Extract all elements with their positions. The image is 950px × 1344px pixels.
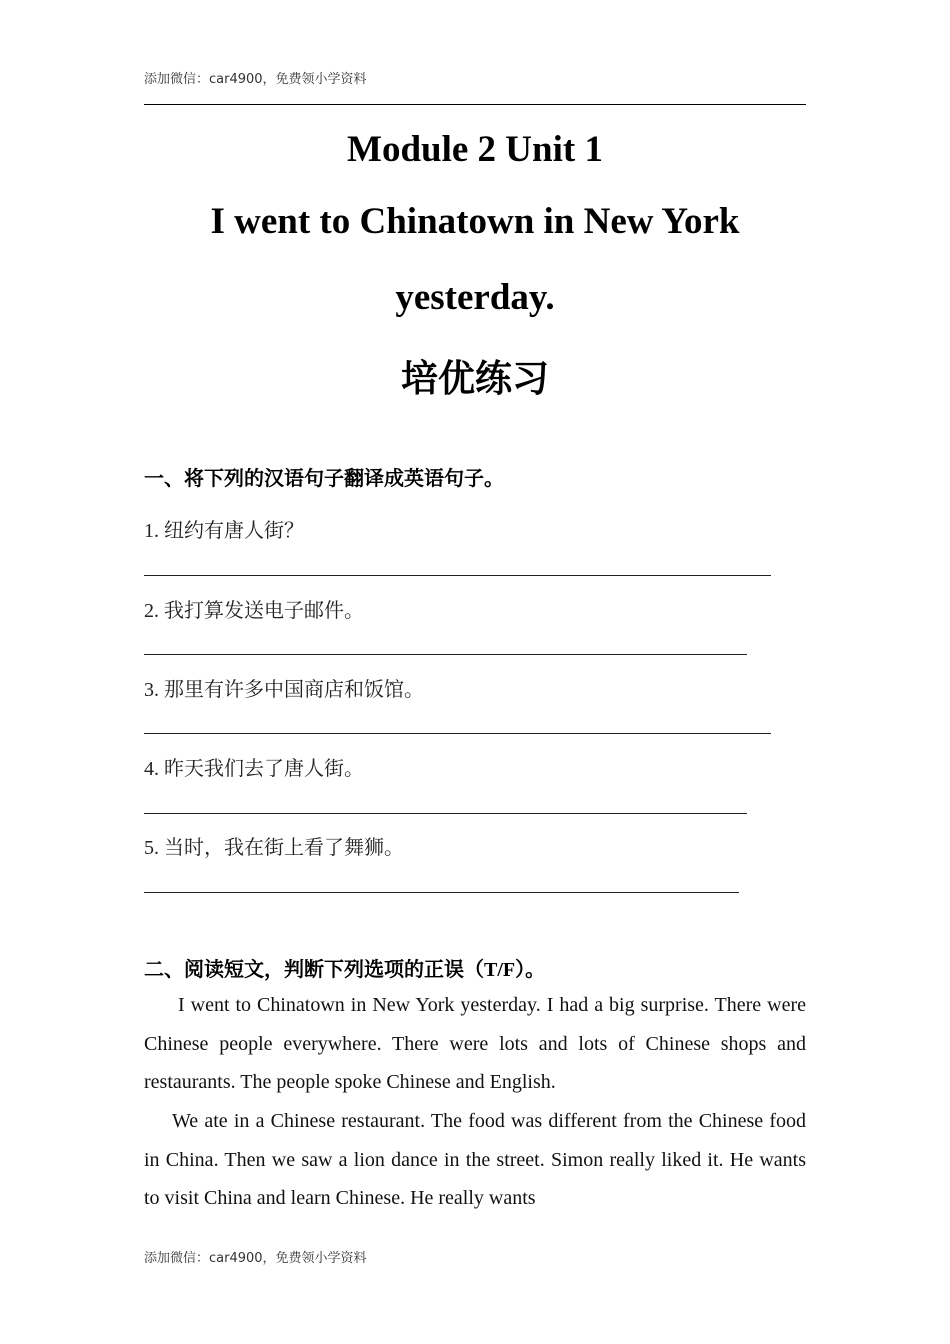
question-1: 1. 纽约有唐人街？ bbox=[144, 520, 304, 542]
answer-line-1[interactable] bbox=[144, 575, 771, 576]
question-5: 5. 当时，我在街上看了舞狮。 bbox=[144, 837, 404, 859]
answer-line-2[interactable] bbox=[144, 654, 747, 655]
header-rule bbox=[144, 104, 806, 105]
title-lesson-line1: I went to Chinatown in New York bbox=[210, 201, 740, 242]
title-lesson-line2: yesterday. bbox=[395, 277, 555, 318]
answer-line-5[interactable] bbox=[144, 892, 739, 893]
question-2: 2. 我打算发送电子邮件。 bbox=[144, 600, 364, 622]
title-module: Module 2 Unit 1 bbox=[347, 129, 603, 170]
reading-paragraph-2: We ate in a Chinese restaurant. The food was different from the Chinese food in China. Then we saw a lion dance in the street. Simon really liked it. He wants to visit China and learn Chinese. He really wants bbox=[144, 1110, 806, 1210]
answer-line-3[interactable] bbox=[144, 733, 771, 734]
footer-note: 添加微信：car4900，免费领小学资料 bbox=[144, 1251, 367, 1266]
reading-paragraph-1: I went to Chinatown in New York yesterday. I had a big surprise. There were Chinese people everywhere. There were lots and lots of Chinese shops and restaurants. The people spoke Chinese and English. bbox=[144, 994, 806, 1094]
header-note: 添加微信：car4900，免费领小学资料 bbox=[144, 72, 367, 87]
question-3: 3. 那里有许多中国商店和饭馆。 bbox=[144, 679, 424, 701]
title-practice: 培优练习 bbox=[401, 357, 549, 400]
section2-heading: 二、阅读短文，判断下列选项的正误（T/F）。 bbox=[144, 959, 546, 981]
answer-line-4[interactable] bbox=[144, 813, 747, 814]
question-4: 4. 昨天我们去了唐人街。 bbox=[144, 758, 364, 780]
section1-heading: 一、将下列的汉语句子翻译成英语句子。 bbox=[144, 468, 504, 490]
